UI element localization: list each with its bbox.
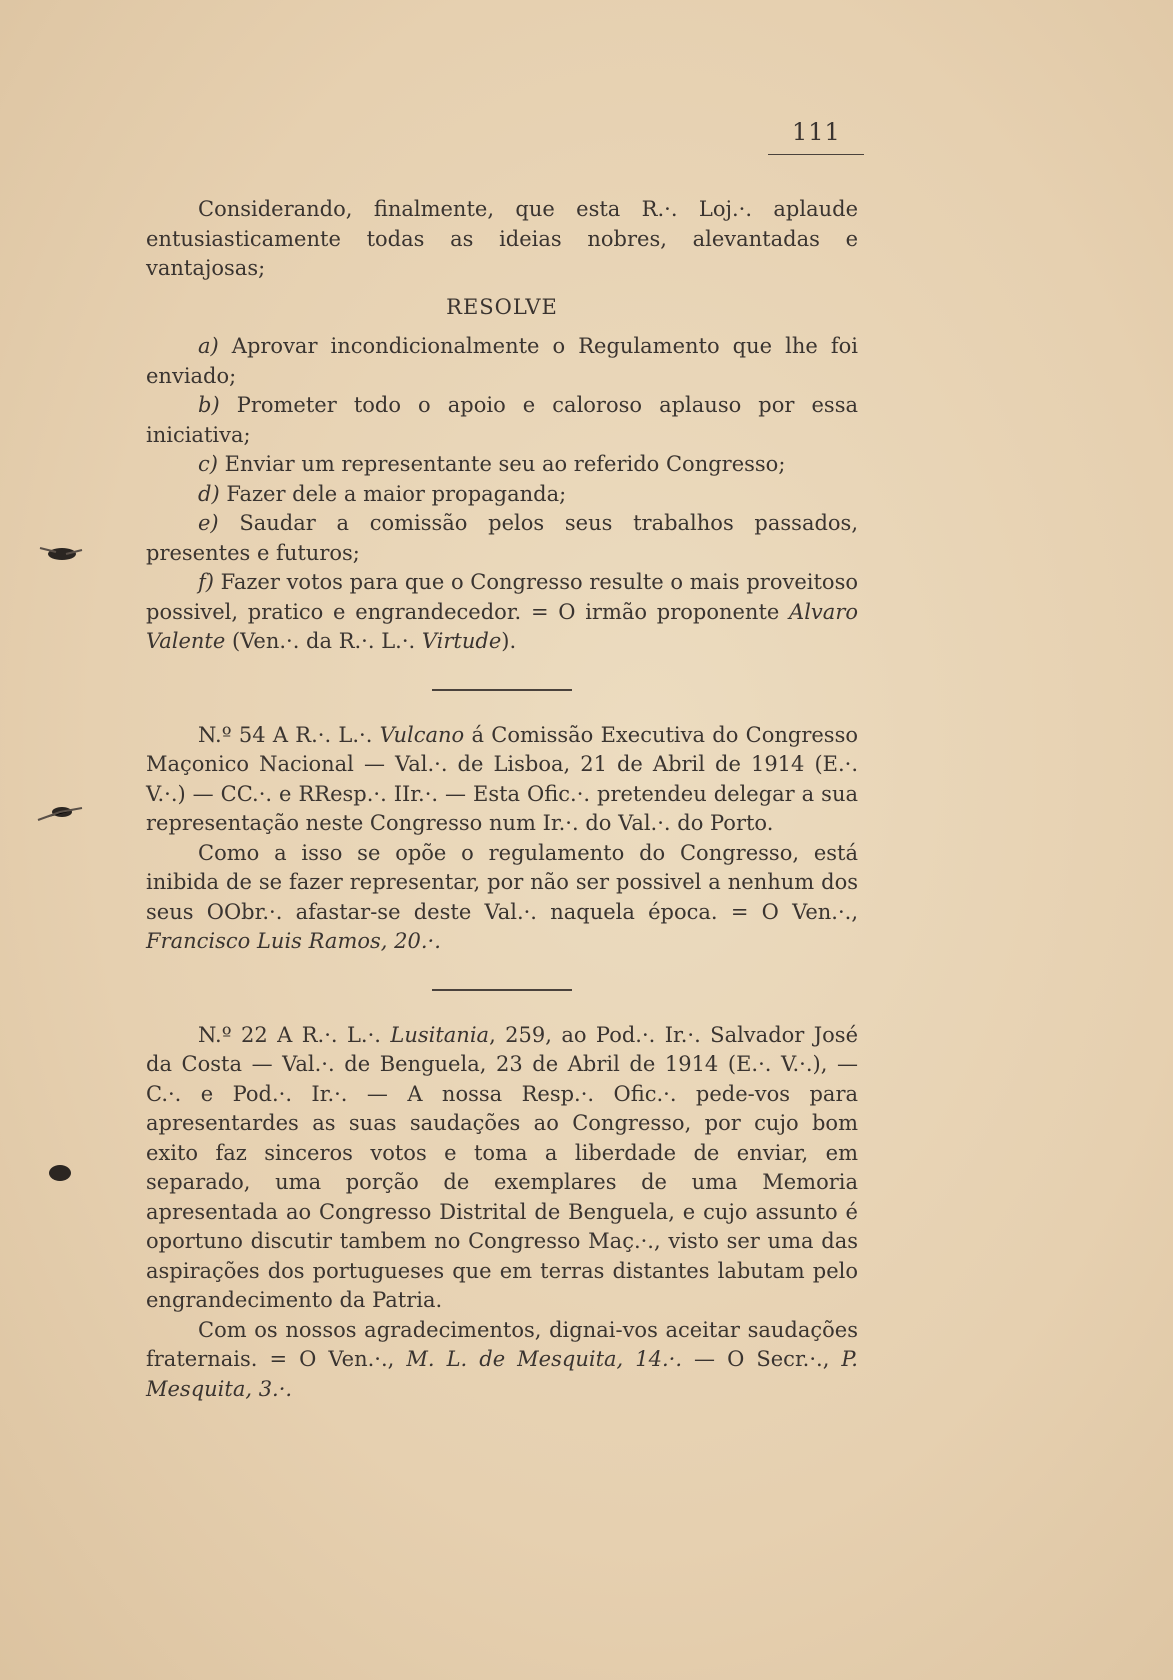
letter-54-text-2: Como a isso se opõe o regulamento do Congresso, está inibida de se fazer representar, por não ser possivel a nenhum dos seus OObr.·. afastar-se deste Val.·. naquela época. = O Ven.·., bbox=[146, 840, 858, 924]
punch-hole-mark-1 bbox=[36, 540, 84, 568]
punch-hole-mark-3 bbox=[36, 1160, 84, 1188]
item-letter: b) bbox=[198, 393, 220, 417]
letter-54-paragraph-2 bbox=[146, 839, 858, 957]
item-text: Enviar um representante seu ao referido Congresso; bbox=[217, 452, 786, 476]
item-text: Aprovar incondicionalmente o Regulamento que lhe foi enviado; bbox=[146, 334, 858, 388]
letter-22-signature-1: M. L. de Mesquita, 14.·. bbox=[406, 1347, 682, 1371]
resolve-heading: RESOLVE bbox=[446, 294, 558, 319]
punch-hole-mark-2 bbox=[36, 800, 84, 828]
item-letter: f) bbox=[198, 570, 214, 594]
item-text: Fazer votos para que o Congresso resulte o mais proveitoso possivel, pratico e engrandecedor. = O irmão proponente bbox=[146, 570, 858, 624]
letter-22-lodge: Lusitania bbox=[390, 1022, 490, 1047]
letter-54-text: á Comissão Executiva do Congresso Maçonico Nacional — Val.·. de Lisboa, 21 de Abril de 1914 (E.·. V.·.) — CC.·. e RResp.·. IIr.·. — Esta Ofic.·. pretendeu delegar a sua representação neste Congresso num Ir.·. do Val.·. do Porto. bbox=[146, 722, 859, 835]
item-text: Prometer todo o apoio e caloroso aplauso por essa iniciativa; bbox=[146, 393, 858, 447]
resolution-item-a bbox=[146, 332, 858, 391]
letter-22-prefix: N.º 22 A R.·. L.·. bbox=[198, 1022, 391, 1047]
letter-22-text: , 259, ao Pod.·. Ir.·. Salvador José da Costa — Val.·. de Benguela, 23 de Abril de 1914 (E.·. V.·.), — C.·. e Pod.·. Ir.·. — A nossa Resp.·. Ofic.·. pede-vos para apresentardes as suas saudações ao Congresso, por cujo bom exito faz sinceros votos e toma a liberdade de enviar, em separado, uma porção de exemplares de uma Memoria apresentada ao Congresso Distrital de Benguela, e cujo assunto é oportuno discutir tambem no Congresso Maç.·., visto ser uma das aspirações dos portugueses que em terras distantes labutam pelo engrandecimento da Patria. bbox=[146, 1022, 858, 1312]
intro-paragraph: Considerando, finalmente, que esta R.·. Loj.·. aplaude entusiasticamente todas as ideias nobres, alevantadas e vantajosas; bbox=[146, 197, 858, 280]
letter-22-paragraph-2 bbox=[146, 1316, 858, 1405]
letter-54-lodge: Vulcano bbox=[379, 722, 465, 747]
item-letter: d) bbox=[198, 481, 220, 506]
resolution-item-d bbox=[146, 480, 858, 510]
resolution-item-b bbox=[146, 391, 858, 450]
item-text: Fazer dele a maior propaganda; bbox=[219, 481, 567, 506]
item-letter: a) bbox=[198, 334, 219, 358]
signature-end: ). bbox=[501, 629, 517, 653]
page-number-rule bbox=[768, 154, 864, 155]
section-divider-1 bbox=[432, 689, 572, 691]
item-letter: e) bbox=[198, 511, 219, 535]
page-number: 111 bbox=[792, 118, 841, 146]
letter-54-prefix: N.º 54 A R.·. L.·. bbox=[198, 722, 380, 747]
signature-name: Alvaro Valente bbox=[146, 599, 858, 653]
letter-22-paragraph bbox=[146, 1021, 858, 1316]
letter-54-signature: Francisco Luis Ramos, 20.·. bbox=[146, 929, 441, 953]
signature-lodge: Virtude bbox=[421, 629, 502, 653]
item-letter: c) bbox=[198, 452, 218, 476]
resolution-item-e bbox=[146, 509, 858, 568]
signature-mid: (Ven.·. da R.·. L.·. bbox=[225, 629, 422, 653]
letter-22-mid: — O Secr.·., bbox=[682, 1347, 842, 1371]
letter-22-signature-2: P. Mesquita, 3.·. bbox=[146, 1347, 858, 1401]
letter-54-paragraph bbox=[146, 721, 858, 839]
resolution-item-f bbox=[146, 568, 858, 657]
letter-22-text-2: Com os nossos agradecimentos, dignai-vos aceitar saudações fraternais. = O Ven.·., bbox=[146, 1317, 858, 1371]
resolution-item-c bbox=[146, 450, 858, 480]
section-divider-2 bbox=[432, 989, 572, 991]
document-body bbox=[146, 195, 858, 1404]
item-text: Saudar a comissão pelos seus trabalhos passados, presentes e futuros; bbox=[146, 511, 858, 565]
